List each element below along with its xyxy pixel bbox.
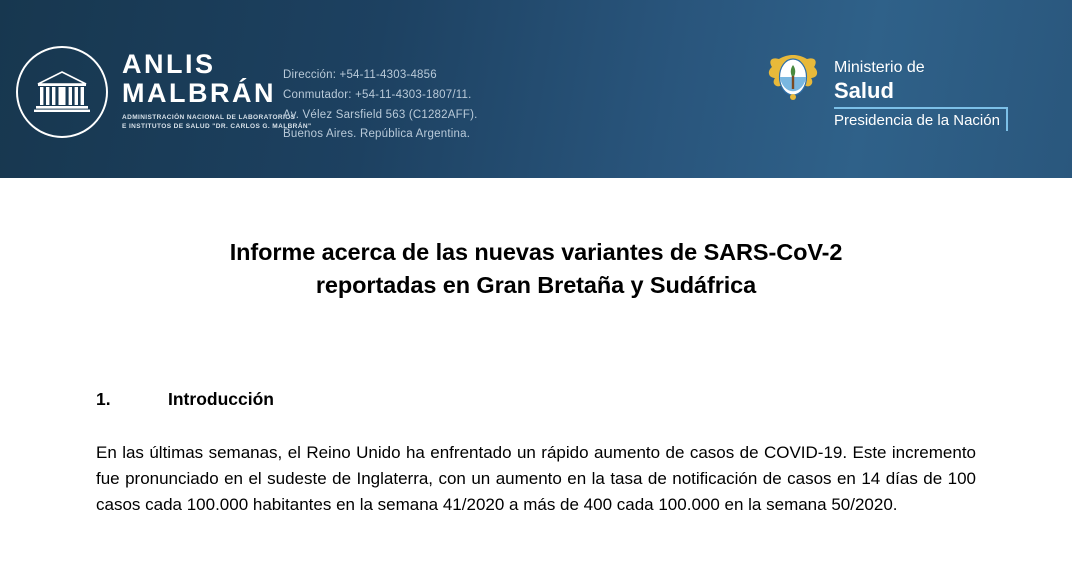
section-heading-introduccion xyxy=(96,389,976,410)
anlis-name-line1: ANLIS xyxy=(122,49,216,79)
anlis-logo xyxy=(16,46,311,138)
page-title-line1: Informe acerca de las nuevas variantes de SARS-CoV-2 xyxy=(229,239,843,265)
page-title xyxy=(96,236,976,303)
document-body xyxy=(0,236,1072,518)
institute-building-icon xyxy=(33,71,91,113)
contact-line-address: Av. Vélez Sarsfield 563 (C1282AFF). xyxy=(283,108,478,121)
contact-line-conmutador: Conmutador: +54-11-4303-1807/11. xyxy=(283,88,472,101)
contact-line-city: Buenos Aires. República Argentina. xyxy=(283,128,471,141)
ministry-line-salud: Salud xyxy=(834,77,894,103)
ministry-line-ministerio: Ministerio de xyxy=(834,59,925,76)
intro-paragraph: En las últimas semanas, el Reino Unido ha enfrentado un rápido aumento de casos de COVID-19. Este incremento fue pronunciado en el sudeste de Inglaterra, con un aumento en la tasa de notificación de casos en 14 días de 100 casos cada 100.000 habitantes en la semana 41/2020 a más de 400 cada 100.000 en la semana 50/2020. xyxy=(96,442,976,514)
anlis-subtitle-line1: ADMINISTRACIÓN NACIONAL DE LABORATORIOS xyxy=(122,114,296,122)
argentina-coat-of-arms-icon xyxy=(765,52,821,114)
anlis-subtitle-line2: E INSTITUTOS DE SALUD "DR. CARLOS G. MALBRÁN" xyxy=(122,123,312,131)
contact-line-direccion: Dirección: +54-11-4303-4856 xyxy=(283,69,437,81)
contact-info xyxy=(283,66,478,145)
ministry-logo xyxy=(765,52,1008,131)
ministry-wordmark xyxy=(834,52,1008,131)
anlis-name-line2: MALBRÁN xyxy=(122,78,276,109)
section-title: Introducción xyxy=(168,388,274,409)
section-number: 1. xyxy=(96,388,111,409)
page-title-line2: reportadas en Gran Bretaña y Sudáfrica xyxy=(315,272,757,299)
ministry-line-presidencia: Presidencia de la Nación xyxy=(834,107,1008,131)
page-header-banner xyxy=(0,0,1072,178)
building-seal-icon xyxy=(16,46,108,138)
